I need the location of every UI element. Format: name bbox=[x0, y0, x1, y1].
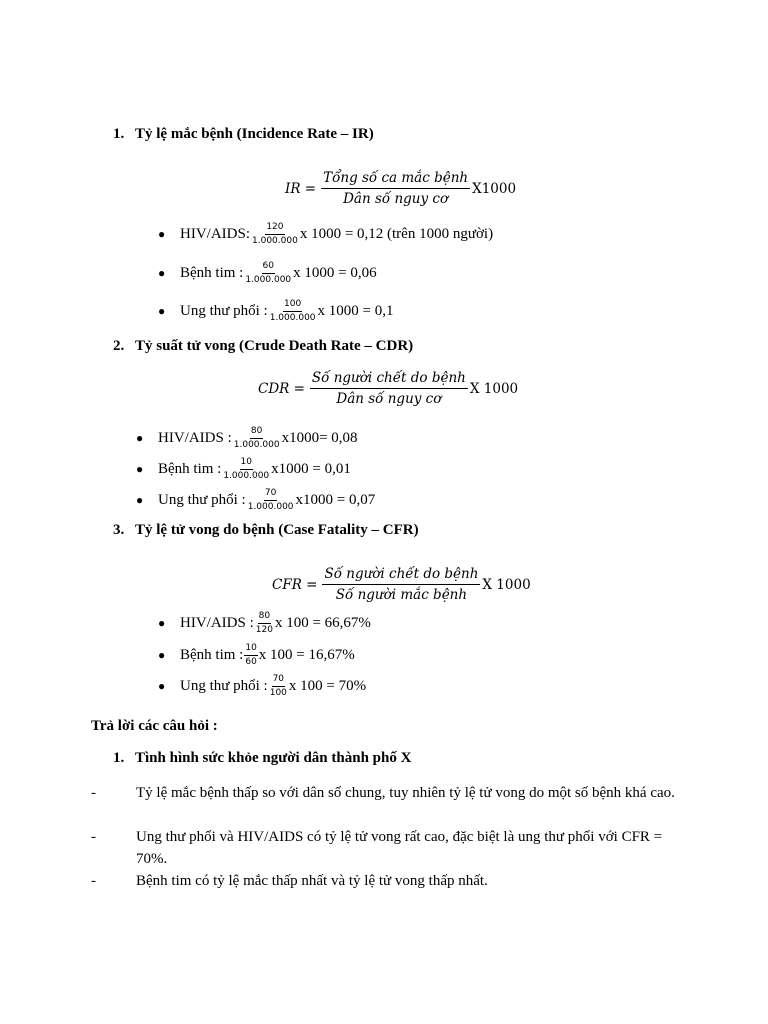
list-item bbox=[158, 643, 355, 668]
section-1-number: 1. bbox=[113, 126, 125, 142]
section-2-title: Tỷ suất tử vong (Crude Death Rate – CDR) bbox=[135, 338, 414, 354]
section-3-title: Tỷ lệ tử vong do bệnh (Case Fatality – CFR) bbox=[135, 522, 419, 538]
item-denominator: 1.000.000 bbox=[247, 502, 294, 512]
cfr-formula-fraction bbox=[322, 566, 480, 603]
item-result: x 100 = 70% bbox=[288, 678, 367, 694]
section-1-title: Tỷ lệ mắc bệnh (Incidence Rate – IR) bbox=[135, 126, 374, 142]
question-1-heading bbox=[113, 750, 411, 767]
item-numerator: 70 bbox=[272, 674, 285, 687]
item-numerator: 10 bbox=[244, 643, 257, 656]
cfr-formula-lhs: CFR = bbox=[272, 576, 318, 593]
item-numerator: 100 bbox=[283, 299, 302, 312]
item-fraction bbox=[247, 488, 295, 513]
item-label: Ung thư phổi : bbox=[180, 303, 268, 319]
list-item bbox=[136, 426, 358, 451]
cdr-formula bbox=[258, 370, 518, 407]
item-fraction bbox=[255, 611, 274, 636]
item-fraction bbox=[251, 222, 299, 247]
ir-formula-numerator: Tổng số ca mắc bệnh bbox=[321, 170, 470, 189]
ir-formula-denominator: Dân số nguy cơ bbox=[343, 191, 449, 207]
item-result: x 1000 = 0,12 (trên 1000 người) bbox=[299, 226, 494, 242]
bullet-icon: ● bbox=[158, 679, 166, 693]
item-numerator: 70 bbox=[264, 488, 277, 501]
ir-formula-lhs: IR = bbox=[285, 180, 317, 197]
cdr-formula-rhs: X 1000 bbox=[469, 380, 519, 397]
bullet-icon: ● bbox=[158, 616, 166, 630]
answer-point-text: Tỷ lệ mắc bệnh thấp so với dân số chung, tuy nhiên tỷ lệ tử vong do một số bệnh khá cao. bbox=[136, 785, 675, 801]
section-2-number: 2. bbox=[113, 338, 125, 354]
item-numerator: 60 bbox=[262, 261, 275, 274]
answer-point bbox=[91, 826, 681, 870]
item-label: HIV/AIDS: bbox=[180, 226, 250, 242]
item-denominator: 60 bbox=[245, 657, 257, 667]
ir-formula bbox=[285, 170, 516, 207]
item-numerator: 120 bbox=[265, 222, 284, 235]
cfr-formula bbox=[272, 566, 531, 603]
section-3-number: 3. bbox=[113, 522, 125, 538]
cdr-formula-lhs: CDR = bbox=[258, 380, 305, 397]
question-1-title: Tình hình sức khỏe người dân thành phố X bbox=[135, 750, 412, 766]
dash-marker: - bbox=[91, 829, 96, 845]
item-numerator: 80 bbox=[258, 611, 271, 624]
item-denominator: 1.000.000 bbox=[252, 236, 298, 246]
bullet-icon: ● bbox=[158, 266, 166, 280]
bullet-icon: ● bbox=[158, 304, 166, 318]
item-denominator: 1.000.000 bbox=[245, 275, 292, 285]
bullet-icon: ● bbox=[136, 431, 144, 445]
item-result: x1000 = 0,01 bbox=[271, 461, 351, 477]
list-item bbox=[158, 674, 366, 699]
answer-point bbox=[91, 870, 681, 892]
item-denominator: 1.000.000 bbox=[233, 440, 280, 450]
item-label: Bệnh tim : bbox=[180, 265, 244, 281]
section-3-heading bbox=[113, 522, 419, 539]
item-fraction bbox=[244, 643, 257, 668]
item-numerator: 80 bbox=[250, 426, 263, 439]
cfr-formula-numerator: Số người chết do bệnh bbox=[322, 566, 480, 585]
cfr-formula-rhs: X 1000 bbox=[482, 576, 531, 593]
item-label: HIV/AIDS : bbox=[180, 615, 254, 631]
item-result: x1000 = 0,07 bbox=[295, 492, 376, 508]
list-item bbox=[158, 222, 493, 247]
item-fraction bbox=[269, 674, 288, 699]
item-label: Bệnh tim : bbox=[158, 461, 222, 477]
answer-point bbox=[91, 782, 681, 804]
dash-marker: - bbox=[91, 873, 96, 889]
bullet-icon: ● bbox=[158, 227, 166, 241]
item-result: x 1000 = 0,06 bbox=[293, 265, 377, 281]
ir-formula-rhs: X1000 bbox=[472, 180, 517, 197]
cdr-formula-numerator: Số người chết do bệnh bbox=[310, 370, 468, 389]
list-item bbox=[158, 299, 394, 324]
item-result: x 100 = 16,67% bbox=[258, 647, 355, 663]
answer-point-text: Ung thư phổi và HIV/AIDS có tỷ lệ tử vong rất cao, đặc biệt là ung thư phổi với CFR = 70%. bbox=[136, 829, 663, 867]
bullet-icon: ● bbox=[136, 493, 144, 507]
item-label: HIV/AIDS : bbox=[158, 430, 232, 446]
answers-title: Trả lời các câu hỏi : bbox=[91, 718, 218, 734]
list-item bbox=[136, 488, 375, 513]
item-fraction bbox=[233, 426, 281, 451]
item-fraction bbox=[269, 299, 317, 324]
item-fraction bbox=[244, 261, 292, 286]
cfr-formula-denominator: Số người mắc bệnh bbox=[335, 587, 468, 603]
item-result: x1000= 0,08 bbox=[281, 430, 358, 446]
cdr-formula-fraction bbox=[310, 370, 468, 407]
section-2-heading bbox=[113, 338, 413, 355]
ir-formula-fraction bbox=[321, 170, 470, 207]
question-1-number: 1. bbox=[113, 750, 125, 766]
cdr-formula-denominator: Dân số nguy cơ bbox=[336, 391, 442, 407]
bullet-icon: ● bbox=[158, 648, 166, 662]
item-denominator: 1.000.000 bbox=[223, 471, 270, 481]
item-denominator: 1.000.000 bbox=[269, 313, 316, 323]
item-result: x 100 = 66,67% bbox=[274, 615, 371, 631]
list-item bbox=[158, 261, 377, 286]
item-fraction bbox=[222, 457, 270, 482]
item-numerator: 10 bbox=[240, 457, 253, 470]
list-item bbox=[136, 457, 351, 482]
answer-point-text: Bệnh tim có tỷ lệ mắc thấp nhất và tỷ lệ tử vong thấp nhất. bbox=[136, 873, 488, 889]
item-label: Ung thư phổi : bbox=[158, 492, 246, 508]
section-1-heading bbox=[113, 126, 374, 143]
item-denominator: 120 bbox=[255, 625, 273, 635]
item-result: x 1000 = 0,1 bbox=[317, 303, 394, 319]
dash-marker: - bbox=[91, 785, 96, 801]
list-item bbox=[158, 611, 371, 636]
bullet-icon: ● bbox=[136, 462, 144, 476]
item-label: Ung thư phổi : bbox=[180, 678, 268, 694]
item-label: Bệnh tim : bbox=[180, 647, 244, 663]
item-denominator: 100 bbox=[269, 688, 287, 698]
